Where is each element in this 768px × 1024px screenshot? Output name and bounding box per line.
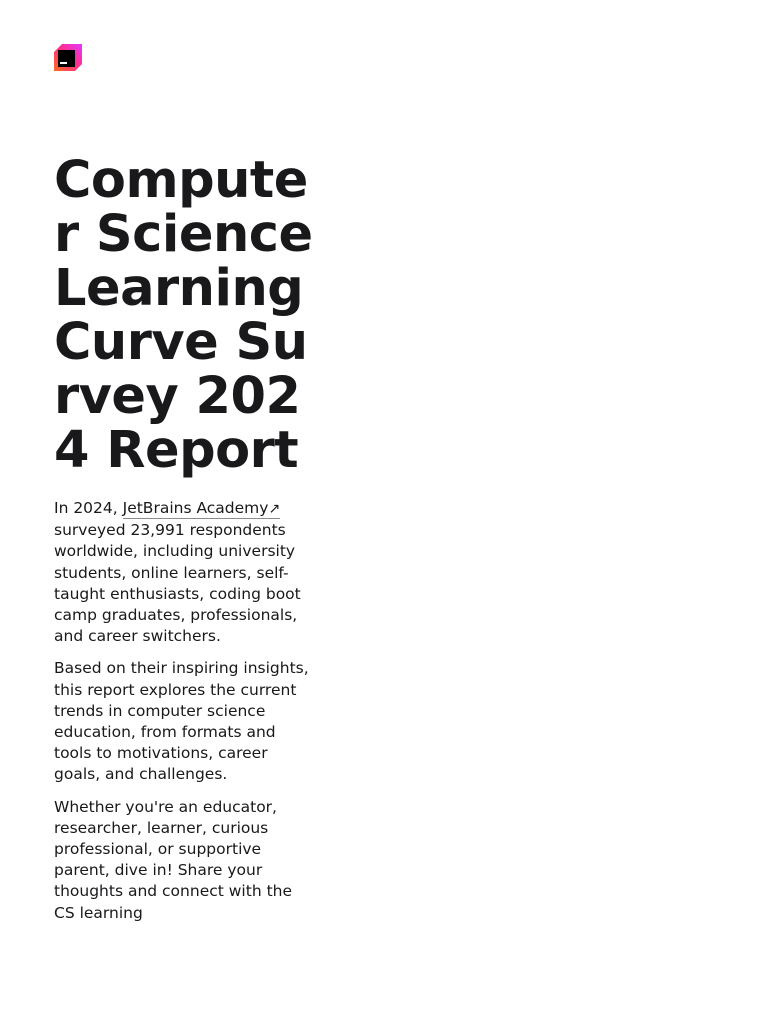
intro-paragraph bbox=[54, 498, 316, 647]
intro-suffix: surveyed 23,991 respondents worldwide, including university students, online learners, self-taught enthusiasts, coding boot camp graduates, professionals, and career switchers. bbox=[54, 521, 301, 646]
intro-prefix: In 2024, bbox=[54, 499, 123, 517]
report-intro bbox=[54, 151, 316, 935]
external-link-arrow-icon[interactable]: ↗ bbox=[268, 501, 281, 517]
page-title: Computer Science Learning Curve Survey 2024 Report bbox=[54, 151, 313, 480]
intro-text bbox=[54, 498, 316, 924]
jetbrains-academy-link[interactable] bbox=[123, 499, 281, 519]
insights-paragraph: Based on their inspiring insights, this report explores the current trends in computer science education, from formats and tools to motivations, career goals, and challenges. bbox=[54, 659, 309, 784]
audience-paragraph: Whether you're an educator, researcher, learner, curious professional, or supportive parent, dive in! Share your thoughts and connect with the CS learning bbox=[54, 797, 293, 922]
viewport-clip bbox=[0, 955, 768, 1024]
jetbrains-academy-logo-icon[interactable] bbox=[54, 44, 82, 71]
jetbrains-academy-link-label[interactable]: JetBrains Academy bbox=[122, 499, 269, 517]
